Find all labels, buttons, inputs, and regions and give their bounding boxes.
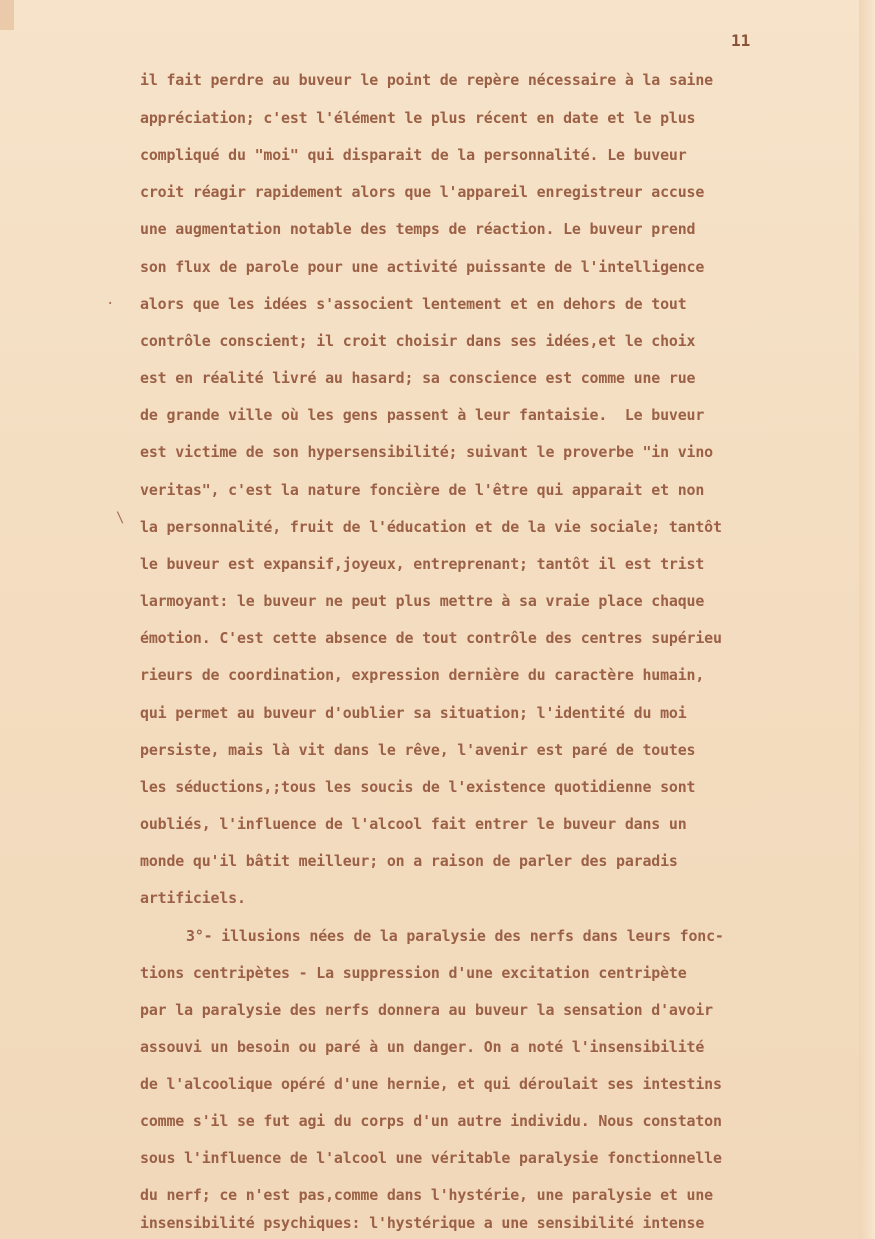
text-line: insensibilité psychiques: l'hystérique a une sensibilité intense: [140, 1214, 705, 1232]
text-line: son flux de parole pour une activité puissante de l'intelligence: [140, 258, 705, 276]
text-line: de grande ville où les gens passent à leur fantaisie. Le buveur: [140, 406, 705, 424]
text-line: comme s'il se fut agi du corps d'un autre individu. Nous constaton: [140, 1112, 722, 1130]
text-line: qui permet au buveur d'oublier sa situation; l'identité du moi: [140, 704, 687, 722]
text-line: les séductions,;tous les soucis de l'existence quotidienne sont: [140, 778, 696, 796]
page-number: 11: [731, 31, 751, 50]
text-line: compliqué du "moi" qui disparait de la personnalité. Le buveur: [140, 146, 687, 164]
text-line: assouvi un besoin ou paré à un danger. On a noté l'insensibilité: [140, 1038, 705, 1056]
text-line: alors que les idées s'associent lentement et en dehors de tout: [140, 295, 687, 313]
text-line: 3°- illusions nées de la paralysie des nerfs dans leurs fonc-: [186, 927, 724, 945]
corner-stain: [0, 0, 14, 30]
margin-tick-mark: \: [116, 510, 125, 526]
text-line: de l'alcoolique opéré d'une hernie, et qui déroulait ses intestins: [140, 1075, 722, 1093]
text-line: sous l'influence de l'alcool une véritable paralysie fonctionnelle: [140, 1149, 722, 1167]
text-line: une augmentation notable des temps de réaction. Le buveur prend: [140, 220, 696, 238]
text-line: veritas", c'est la nature foncière de l'être qui apparait et non: [140, 481, 705, 499]
text-line: oubliés, l'influence de l'alcool fait entrer le buveur dans un: [140, 815, 687, 833]
text-line: le buveur est expansif,joyeux, entreprenant; tantôt il est trist: [140, 555, 705, 573]
text-line: rieurs de coordination, expression dernière du caractère humain,: [140, 666, 705, 684]
text-line: par la paralysie des nerfs donnera au buveur la sensation d'avoir: [140, 1001, 713, 1019]
text-line: croit réagir rapidement alors que l'appareil enregistreur accuse: [140, 183, 705, 201]
text-line: larmoyant: le buveur ne peut plus mettre à sa vraie place chaque: [140, 592, 705, 610]
text-line: est en réalité livré au hasard; sa conscience est comme une rue: [140, 369, 696, 387]
text-line: il fait perdre au buveur le point de repère nécessaire à la saine: [140, 71, 713, 89]
text-line: artificiels.: [140, 889, 246, 907]
text-line: appréciation; c'est l'élément le plus récent en date et le plus: [140, 109, 696, 127]
margin-dot-mark: .: [106, 292, 115, 308]
text-line: persiste, mais là vit dans le rêve, l'avenir est paré de toutes: [140, 741, 696, 759]
text-line: monde qu'il bâtit meilleur; on a raison de parler des paradis: [140, 852, 678, 870]
text-line: du nerf; ce n'est pas,comme dans l'hystérie, une paralysie et une: [140, 1186, 713, 1204]
page-right-edge: [859, 0, 875, 1239]
text-line: contrôle conscient; il croit choisir dans ses idées,et le choix: [140, 332, 696, 350]
text-line: la personnalité, fruit de l'éducation et de la vie sociale; tantôt: [140, 518, 722, 536]
text-line: tions centripètes - La suppression d'une excitation centripète: [140, 964, 687, 982]
text-line: émotion. C'est cette absence de tout contrôle des centres supérieu: [140, 629, 722, 647]
text-line: est victime de son hypersensibilité; suivant le proverbe "in vino: [140, 443, 713, 461]
